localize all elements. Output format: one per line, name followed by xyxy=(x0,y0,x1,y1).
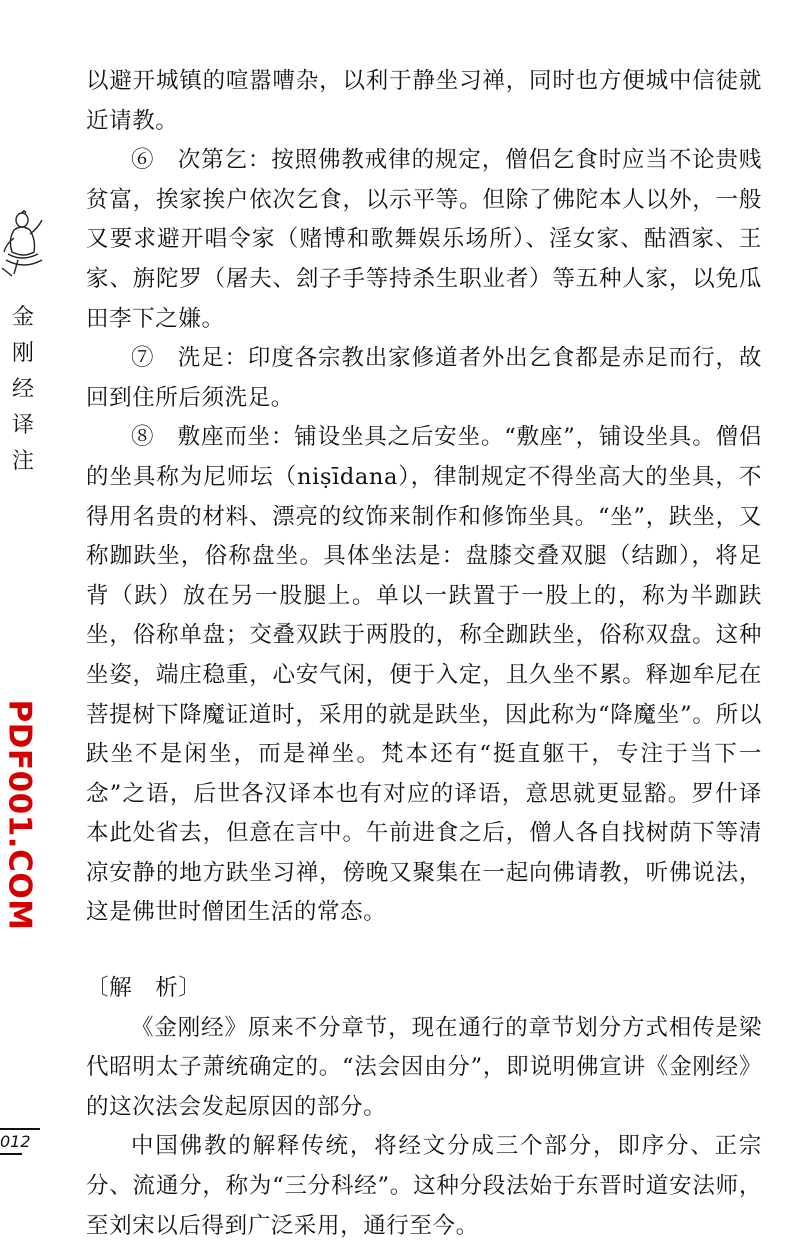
paragraph-continued: 以避开城镇的喧嚣嘈杂，以利于静坐习禅，同时也方便城中信徒就近请教。 xyxy=(86,68,762,134)
side-title-char: 注 xyxy=(11,449,34,474)
side-book-title xyxy=(8,300,38,480)
note-8-paragraph: ⑧ 敷座而坐：铺设坐具之后安坐。“敷座”，铺设坐具。僧侣的坐具称为尼师坛（niṣīdana），律制规定不得坐高大的坐具，不得用名贵的材料、漂亮的纹饰来制作和修饰坐具。“坐”，趺坐，又称跏趺坐，俗称盘坐。具体坐法是：盘膝交叠双腿（结跏），将足背（趺）放在另一股腿上。单以一趺置于一股上的，称为半跏趺坐，俗称单盘；交叠双趺于两股的，称全跏趺坐，俗称双盘。这种坐姿，端庄稳重，心安气闲，便于入定，且久坐不累。释迦牟尼在菩提树下降魔证道时，采用的就是趺坐，因此称为“降魔坐”。所以趺坐不是闲坐，而是禅坐。梵本还有“挺直躯干，专注于当下一念”之语，后世各汉译本也有对应的译语，意思就更显豁。罗什译本此处省去，但意在言中。午前进食之后，僧人各自找树荫下等清凉安静的地方趺坐习禅，傍晚又聚集在一起向佛请教，听佛说法，这是佛世时僧团生活的常态。 xyxy=(86,424,762,926)
analysis-heading: 〔解 析〕 xyxy=(86,975,202,1002)
buddha-figure-icon xyxy=(0,208,48,278)
note-6-paragraph: ⑥ 次第乞：按照佛教戒律的规定，僧侣乞食时应当不论贵贱贫富，挨家挨户依次乞食，以示平等。但除了佛陀本人以外，一般又要求避开唱令家（赌博和歌舞娱乐场所）、淫女家、酤酒家、王家、旃陀罗（屠夫、刽子手等持杀生职业者）等五种人家，以免瓜田李下之嫌。 xyxy=(86,147,762,332)
analysis-paragraph: 《金刚经》原来不分章节，现在通行的章节划分方式相传是梁代昭明太子萧统确定的。“法会因由分”，即说明佛宣讲《金刚经》的这次法会发起原因的部分。 xyxy=(86,1014,762,1120)
watermark xyxy=(0,699,40,931)
side-title-char: 金 xyxy=(11,305,34,330)
side-title-char: 经 xyxy=(11,377,34,402)
note-7-paragraph: ⑦ 洗足：印度各宗教出家修道者外出乞食都是赤足而行，故回到住所后须洗足。 xyxy=(86,345,762,411)
main-text xyxy=(86,62,762,1246)
page-number: 012 xyxy=(0,1128,40,1155)
side-title-char: 译 xyxy=(11,413,34,438)
side-title-char: 刚 xyxy=(11,341,34,366)
analysis-paragraph: 中国佛教的解释传统，将经文分成三个部分，即序分、正宗分、流通分，称为“三分科经”。这种分段法始于东晋时道安法师，至刘宋以后得到广泛采用，通行至今。 xyxy=(86,1133,762,1239)
watermark-text: PDF001.COM xyxy=(2,699,39,931)
